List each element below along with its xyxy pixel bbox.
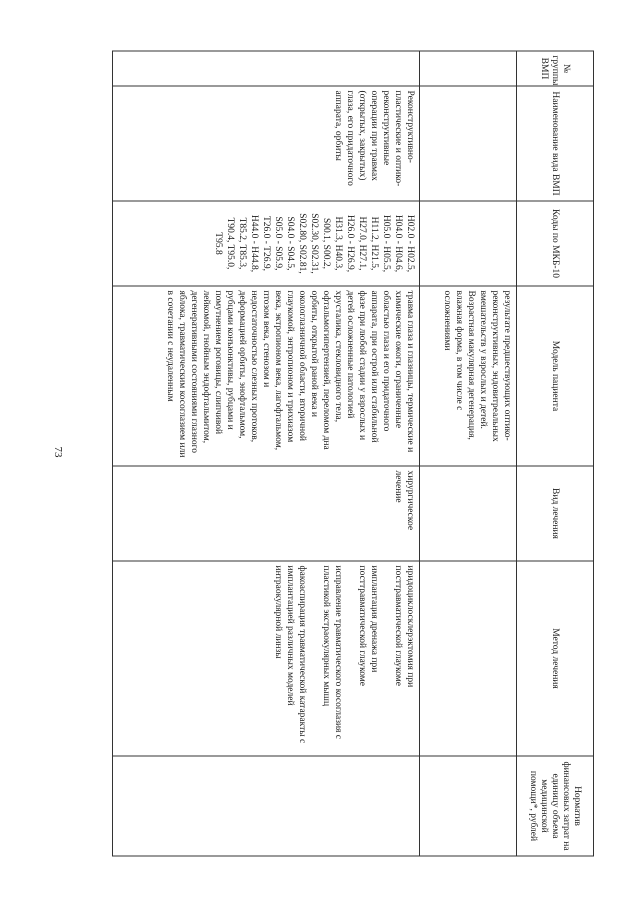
cell-cost — [420, 756, 517, 856]
treatment-method: иридоциклосклерэктомия при посттравматической глаукоме — [393, 565, 415, 687]
cell-treatment-type: хирургическое лечение — [113, 466, 420, 561]
cell-vmp-name: Реконструктивно-пластические и оптико-реконструктивные операции при травмах (открытых, закрытых) глаза, его придаточного аппарата, орбиты — [113, 86, 420, 201]
cell-cost — [113, 756, 420, 856]
page-number: 73 — [52, 446, 64, 458]
treatment-method: имплантация дренажа при посттравматической глаукоме — [357, 565, 379, 686]
header-cost-standard: Норматив финансовых затрат на единицу объема медицинской помощи*, рублей — [517, 756, 594, 856]
header-treatment-method: Метод лечения — [517, 561, 594, 756]
header-group-number: № группы ВМП — [517, 51, 594, 86]
cell-patient-model-continued: результате предшествующих оптико-реконструктивных, эндовитреальных вмешательств у взрослых и детей. Возрастная макулярная дегенерация, влажная форма, в том числе с осложнениями — [420, 286, 517, 466]
cell-patient-model: травма глаза и глазницы, термические и химические ожоги, ограниченные областью глаза и его придаточного аппарата, при острой или стабильной фазе при любой стадии у взрослых и детей осложненные патологией хрусталика, стекловидного тела, офтальмогипертензией, переломом дна орбиты, открытой раной века и окологлазничной области, вторичной глаукомой, энтропионом и трихиазом века, эктропионом века, лагофтальмом, птозом века, стенозом и недостаточностью слезных протоков, деформацией орбиты, энофтальмом, рубцами конъюнктивы, рубцами и помутнением роговицы, слипчивой лейкомой, гнойным эндофтальмитом, дегенеративными состояниями глазного яблока, травматическим косоглазием или в сочетании с неудаленным — [113, 286, 420, 466]
cell-vmp-name — [420, 86, 517, 201]
rotated-table-sheet — [104, 50, 594, 855]
treatment-method: исправление травматического косоглазия с пластикой экстраокулярных мышц — [321, 565, 343, 739]
continuation-row — [420, 51, 517, 856]
cell-treatment-type — [420, 466, 517, 561]
header-mkb-codes: Коды по МКБ-10 — [517, 201, 594, 286]
cell-treatment-methods — [113, 561, 420, 756]
cell-group-number — [113, 51, 420, 86]
header-row — [517, 51, 594, 856]
cell-group-number — [420, 51, 517, 86]
table-row — [113, 51, 420, 856]
cell-mkb-codes — [420, 201, 517, 286]
cell-treatment-method — [420, 561, 517, 756]
treatment-method: факоаспирация травматической катаракты с имплантацией различных моделей интраокулярной линзы — [273, 565, 307, 743]
cell-mkb-codes: H02.0 - H02.5, H04.0 - H04.6, H05.0 - H05.5, H11.2, H21.5, H27.0, H27.1, H26.0 - H26.9, H31.3, H40.3, S00.1, S00.2, S02.30, S02.31, S02.80, S02.81, S04.0 - S04.5, S05.0 - S05.9, T26.0 - T26.9, H44.0 - H44.8, T85.2, T85.3, T90.4, T95.0, T95.8 — [113, 201, 420, 286]
vmp-table — [112, 50, 594, 856]
header-treatment-type: Вид лечения — [517, 466, 594, 561]
header-patient-model: Модель пациента — [517, 286, 594, 466]
header-vmp-name: Наименование вида ВМП — [517, 86, 594, 201]
